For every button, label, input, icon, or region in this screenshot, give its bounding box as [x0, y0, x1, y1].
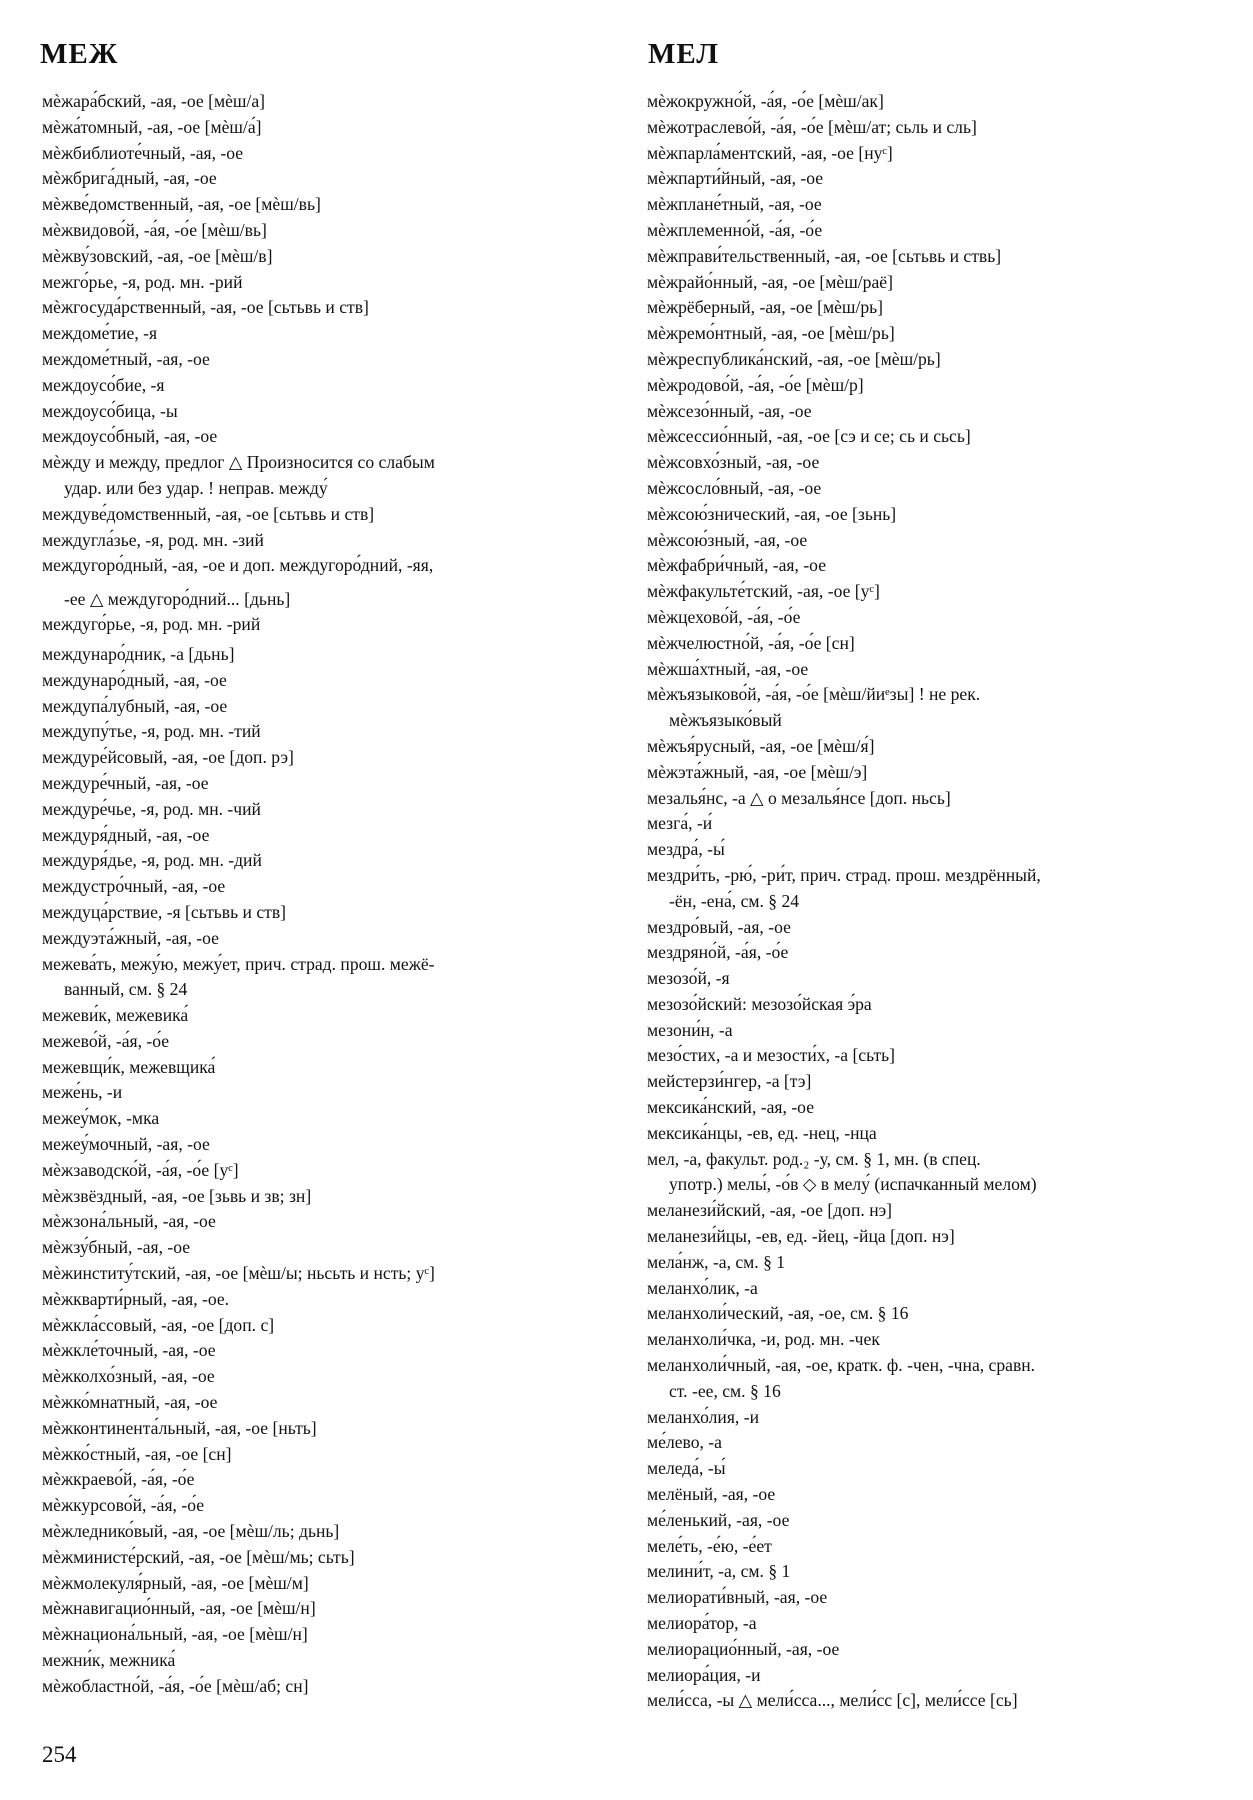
- dictionary-entry: мѐжсосло́вный, -ая, -ое: [647, 477, 822, 498]
- dictionary-entry: межеу́мочный, -ая, -ое: [42, 1134, 210, 1155]
- dictionary-entry: мѐжзона́льный, -ая, -ое: [42, 1211, 216, 1232]
- dictionary-entry: мѐжколхо́зный, -ая, -ое: [42, 1366, 215, 1387]
- dictionary-entry: межеви́к, межевика́: [42, 1005, 189, 1026]
- dictionary-entry: междоусо́бица, -ы: [42, 400, 178, 421]
- dictionary-entry: междуэта́жный, -ая, -ое: [42, 927, 219, 948]
- dictionary-entry: межеу́мок, -мка: [42, 1108, 160, 1129]
- dictionary-entry: мѐжзаводско́й, -а́я, -о́е [уᶜ]: [42, 1159, 239, 1180]
- dictionary-entry: междуря́дный, -ая, -ое: [42, 824, 210, 845]
- entry-continuation: мѐжъязыко́вый: [669, 710, 782, 731]
- dictionary-entry: мѐжсою́знический, -ая, -ое [зьнь]: [647, 503, 897, 524]
- dictionary-entry: мѐжсою́зный, -ая, -ое: [647, 529, 808, 550]
- dictionary-entry: мѐжко́стный, -ая, -ое [сн]: [42, 1443, 232, 1464]
- dictionary-entry: междуго́рье, -я, род. мн. -рий: [42, 614, 261, 635]
- dictionary-entry: междустро́чный, -ая, -ое: [42, 876, 226, 897]
- dictionary-entry: мѐжнациона́льный, -ая, -ое [мѐш/н]: [42, 1624, 308, 1645]
- dictionary-entry: мѐжвидово́й, -а́я, -о́е [мѐш/вь]: [42, 219, 267, 240]
- dictionary-entry: мѐжмолекуля́рный, -ая, -ое [мѐш/м]: [42, 1572, 309, 1593]
- dictionary-entry: мѐжъя́русный, -ая, -ое [мѐш/я́]: [647, 735, 875, 756]
- dictionary-entry: мѐжко́мнатный, -ая, -ое: [42, 1392, 218, 1413]
- dictionary-entry: межева́ть, межу́ю, межу́ет, прич. страд. прош. межё-: [42, 953, 435, 974]
- dictionary-entry: мелиора́тор, -а: [647, 1613, 757, 1634]
- dictionary-entry: меледа́, -ы́: [647, 1458, 726, 1479]
- dictionary-entry: междуре́чье, -я, род. мн. -чий: [42, 798, 261, 819]
- dictionary-entry: междупу́тье, -я, род. мн. -тий: [42, 721, 261, 742]
- dictionary-entry: мѐжкраево́й, -а́я, -о́е: [42, 1469, 195, 1490]
- dictionary-entry: междоме́тный, -ая, -ое: [42, 348, 210, 369]
- dictionary-entry: мѐжъязыково́й, -а́я, -о́е [мѐш/йиᵉзы] ! не рек.: [647, 684, 981, 705]
- running-head-right: МЕЛ: [648, 38, 719, 70]
- dictionary-entry: мелиорати́вный, -ая, -ое: [647, 1587, 828, 1608]
- dictionary-entry: мексика́нский, -ая, -ое: [647, 1097, 815, 1118]
- running-head-left: МЕЖ: [40, 38, 119, 70]
- dictionary-entry: мѐжду и между, предлог △ Произносится со слабым: [42, 452, 435, 473]
- left-column: [42, 89, 617, 1700]
- dictionary-entry: мѐжинститу́тский, -ая, -ое [мѐш/ы; ньсьть и нсть; уᶜ]: [42, 1263, 435, 1284]
- dictionary-entry: междоусо́бный, -ая, -ое: [42, 426, 218, 447]
- dictionary-entry: мѐжправи́тельственный, -ая, -ое [сьтьвь и ствь]: [647, 245, 1002, 266]
- dictionary-entry: мѐжминисте́рский, -ая, -ое [мѐш/мь; сьть]: [42, 1546, 355, 1567]
- dictionary-entry: мѐжконтинента́льный, -ая, -ое [ньть]: [42, 1417, 317, 1438]
- dictionary-entry: меланхоли́чка, -и, род. мн. -чек: [647, 1329, 880, 1350]
- dictionary-entry: мѐжокружно́й, -а́я, -о́е [мѐш/ак]: [647, 91, 884, 111]
- dictionary-entry: мѐжледнико́вый, -ая, -ое [мѐш/ль; дьнь]: [42, 1521, 340, 1542]
- dictionary-entry: мел, -а, факульт. род.₂ -у, см. § 1, мн. (в спец.: [647, 1148, 981, 1169]
- dictionary-entry: мѐжнавигацио́нный, -ая, -ое [мѐш/н]: [42, 1598, 316, 1619]
- dictionary-entry: междуре́чный, -ая, -ое: [42, 772, 209, 793]
- dictionary-entry: мезозо́й, -я: [647, 968, 730, 989]
- dictionary-entry: мели́сса, -ы △ мели́сса..., мели́сс [с], мели́ссе [сь]: [647, 1690, 1018, 1711]
- dictionary-entry: мѐжотраслево́й, -а́я, -о́е [мѐш/ат; сьль и сль]: [647, 116, 977, 137]
- dictionary-entry: мела́нж, -а, см. § 1: [647, 1251, 786, 1272]
- page-number: 254: [42, 1742, 77, 1767]
- dictionary-entry: мѐжрайо́нный, -ая, -ое [мѐш/раё]: [647, 271, 893, 292]
- dictionary-entry: межни́к, межника́: [42, 1650, 176, 1671]
- dictionary-entry: мѐжкла́ссовый, -ая, -ое [доп. с]: [42, 1314, 275, 1335]
- dictionary-entry: мѐжкварти́рный, -ая, -ое.: [42, 1288, 230, 1309]
- dictionary-entry: мѐжзвёздный, -ая, -ое [зьвь и зв; зн]: [42, 1185, 312, 1206]
- dictionary-entry: меланези́йцы, -ев, ед. -йец, -йца [доп. нэ]: [647, 1226, 955, 1247]
- dictionary-entry: мѐжцехово́й, -а́я, -о́е: [647, 606, 801, 627]
- dictionary-entry: мѐжплане́тный, -ая, -ое: [647, 194, 822, 215]
- dictionary-entry: мездро́вый, -ая, -ое: [647, 916, 791, 937]
- dictionary-entry: мезалья́нс, -а △ о мезалья́нсе [доп. ньсь]: [647, 787, 951, 808]
- entry-continuation: -ее △ междугоро́дний... [дьнь]: [64, 589, 291, 610]
- dictionary-entry: мелёный, -ая, -ое: [647, 1484, 776, 1505]
- dictionary-entry: мезозо́йский: мезозо́йская э́ра: [647, 993, 872, 1014]
- dictionary-entry: меланези́йский, -ая, -ое [доп. нэ]: [647, 1200, 893, 1221]
- dictionary-entry: междуре́йсовый, -ая, -ое [доп. рэ]: [42, 747, 294, 768]
- dictionary-entry: междугла́зье, -я, род. мн. -зий: [42, 529, 264, 550]
- dictionary-entry: мексика́нцы, -ев, ед. -нец, -нца: [647, 1122, 877, 1143]
- dictionary-entry: межево́й, -а́я, -о́е: [42, 1030, 170, 1051]
- dictionary-entry: мѐжчелюстно́й, -а́я, -о́е [сн]: [647, 632, 855, 653]
- entry-continuation: -ён, -ена́, см. § 24: [669, 890, 800, 911]
- dictionary-entry: междуря́дье, -я, род. мн. -дий: [42, 850, 262, 871]
- dictionary-entry: мезга́, -и́: [647, 813, 713, 834]
- dictionary-entry: мѐжпарти́йный, -ая, -ое: [647, 168, 824, 189]
- dictionary-entry: мѐжреспублика́нский, -ая, -ое [мѐш/рь]: [647, 348, 941, 369]
- dictionary-entry: меже́нь, -и: [42, 1082, 123, 1103]
- dictionary-entry: межго́рье, -я, род. мн. -рий: [42, 271, 243, 292]
- dictionary-entry: ме́ленький, -ая, -ое: [647, 1509, 790, 1530]
- dictionary-entry: меланхоли́ческий, -ая, -ое, см. § 16: [647, 1303, 909, 1324]
- dictionary-entry: мѐжобластно́й, -а́я, -о́е [мѐш/аб; сн]: [42, 1675, 309, 1696]
- dictionary-entry: мѐжве́домственный, -ая, -ое [мѐш/вь]: [42, 194, 321, 215]
- dictionary-entry: мѐжгосуда́рственный, -ая, -ое [сьтьвь и ств]: [42, 297, 369, 318]
- dictionary-entry: мѐжша́хтный, -ая, -ое: [647, 658, 809, 679]
- dictionary-entry: мѐжродово́й, -а́я, -о́е [мѐш/р]: [647, 374, 864, 395]
- dictionary-entry: межевщи́к, межевщика́: [42, 1056, 216, 1077]
- dictionary-entry: междоусо́бие, -я: [42, 374, 165, 395]
- dictionary-entry: междугоро́дный, -ая, -ое и доп. междугоро́дний, -яя,: [42, 555, 434, 576]
- dictionary-entry: мѐжара́бский, -ая, -ое [мѐш/а]: [42, 91, 265, 111]
- entry-continuation: употр.) мелы́, -о́в ◇ в мелу́ (испачканный мелом): [669, 1174, 1037, 1195]
- dictionary-entry: мѐжэта́жный, -ая, -ое [мѐш/э]: [647, 761, 868, 782]
- dictionary-entry: мелини́т, -а, см. § 1: [647, 1561, 791, 1582]
- dictionary-entry: мѐжсезо́нный, -ая, -ое: [647, 400, 812, 421]
- dictionary-entry: мейстерзи́нгер, -а [тэ]: [647, 1071, 812, 1092]
- dictionary-entry: междунаро́дник, -а [дьнь]: [42, 643, 235, 664]
- dictionary-entry: мѐжа́томный, -ая, -ое [мѐш/а́]: [42, 116, 262, 137]
- entry-continuation: ст. -ее, см. § 16: [669, 1380, 781, 1401]
- dictionary-entry: меле́ть, -е́ю, -е́ет: [647, 1535, 772, 1556]
- dictionary-entry: мѐжфабри́чный, -ая, -ое: [647, 555, 827, 576]
- dictionary-entry: мѐжзу́бный, -ая, -ое: [42, 1237, 191, 1258]
- dictionary-entry: мелиора́ция, -и: [647, 1664, 761, 1685]
- dictionary-entry: мѐжплеменно́й, -а́я, -о́е: [647, 219, 823, 240]
- dictionary-entry: междуве́домственный, -ая, -ое [сьтьвь и ств]: [42, 503, 375, 524]
- dictionary-entry: мездряно́й, -а́я, -о́е: [647, 942, 789, 963]
- entry-continuation: удар. или без удар. ! неправ. между́: [64, 477, 328, 498]
- dictionary-entry: мездра́, -ы́: [647, 839, 725, 860]
- dictionary-entry: меланхо́лия, -и: [647, 1406, 759, 1427]
- dictionary-entry: междуца́рствие, -я [сьтьвь и ств]: [42, 901, 286, 922]
- dictionary-entry: мѐжфакульте́тский, -ая, -ое [уᶜ]: [647, 581, 880, 602]
- dictionary-entry: мѐжкле́точный, -ая, -ое: [42, 1340, 216, 1361]
- dictionary-entry: мѐжбрига́дный, -ая, -ое: [42, 168, 217, 189]
- dictionary-entry: ме́лево, -а: [647, 1432, 722, 1453]
- dictionary-entry: мездри́ть, -рю́, -ри́т, прич. страд. прош. мездрённый,: [647, 864, 1041, 885]
- dictionary-entry: мелиорацио́нный, -ая, -ое: [647, 1638, 840, 1659]
- dictionary-entry: мѐжсовхо́зный, -ая, -ое: [647, 452, 820, 473]
- right-column: [647, 89, 1227, 1714]
- dictionary-entry: меланхоли́чный, -ая, -ое, кратк. ф. -чен, -чна, сравн.: [647, 1355, 1036, 1376]
- dictionary-entry: мѐжбиблиоте́чный, -ая, -ое: [42, 142, 244, 163]
- dictionary-entry: мѐжрёберный, -ая, -ое [мѐш/рь]: [647, 297, 884, 318]
- dictionary-entry: мѐжву́зовский, -ая, -ое [мѐш/в]: [42, 245, 273, 266]
- dictionary-entry: мезо́стих, -а и мезости́х, -а [сьть]: [647, 1045, 896, 1066]
- dictionary-entry: меланхо́лик, -а: [647, 1277, 758, 1298]
- dictionary-entry: мѐжкурсово́й, -а́я, -о́е: [42, 1495, 205, 1516]
- dictionary-entry: междупа́лубный, -ая, -ое: [42, 695, 228, 716]
- dictionary-entry: мезони́н, -а: [647, 1019, 733, 1040]
- dictionary-entry: междунаро́дный, -ая, -ое: [42, 669, 227, 690]
- dictionary-entry: междоме́тие, -я: [42, 323, 158, 344]
- entry-continuation: ванный, см. § 24: [64, 979, 188, 1000]
- dictionary-entry: мѐжсессио́нный, -ая, -ое [сэ и се; сь и сьсь]: [647, 426, 971, 447]
- dictionary-entry: мѐжремо́нтный, -ая, -ое [мѐш/рь]: [647, 323, 895, 344]
- dictionary-entry: мѐжпарла́ментский, -ая, -ое [нуᶜ]: [647, 142, 893, 163]
